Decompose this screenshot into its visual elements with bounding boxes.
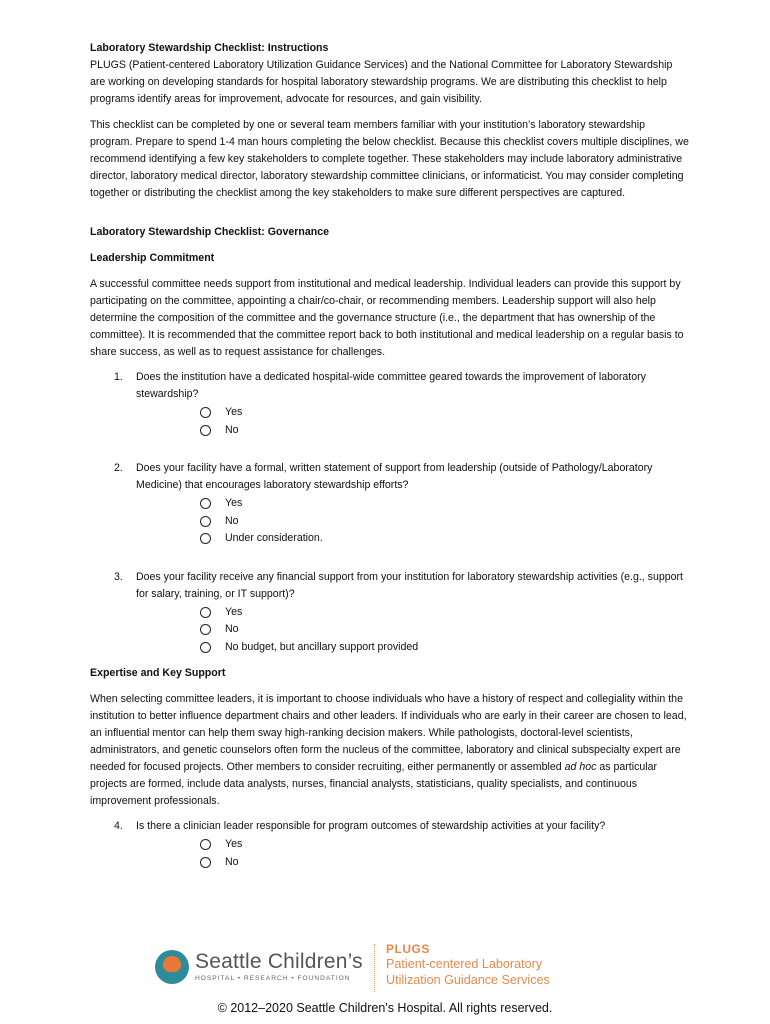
option-no[interactable] (200, 854, 690, 872)
expertise-text: When selecting committee leaders, it is important to choose individuals who have a history of respect and collegiality within the institution to better influence department chairs and other leaders. If individuals who are early in their career are chosen to lead, an influential mentor can help them sway high-ranking decision makers. While pathologists, doctoral-level scientists, administrators, and genetic counselors often form the nucleus of the committee, laboratory and clinical subspecialty expert are needed for focused projects. Other members to consider recruiting, either permanently or assembled ad hoc as particular projects are formed, include data analysts, nurses, financial analysts, statisticians, quality specialists, and continuous improvement professionals. (90, 693, 687, 807)
radio-button-icon[interactable] (200, 642, 211, 653)
plugs-line-2: Utilization Guidance Services (386, 973, 550, 987)
question-4 (90, 818, 690, 871)
option-label: Yes (225, 605, 243, 618)
expertise-heading: Expertise and Key Support (90, 667, 226, 679)
question-options (200, 836, 690, 871)
plugs-title: PLUGS (386, 942, 430, 956)
plugs-logo (386, 942, 550, 988)
logo-divider (374, 944, 375, 992)
option-label: Under consideration. (225, 532, 323, 545)
plugs-line-1: Patient-centered Laboratory (386, 957, 543, 971)
question-number: 1. (114, 371, 123, 383)
document-body (90, 40, 690, 871)
leadership-text: A successful committee needs support from institutional and medical leadership. Individual leaders can provide this support by participating on the committee, appointing a chair/co-chair, or recommending members. Leadership support will also help determine the composition of the committee and the governance structure (i.e., the department that has ownership of the committee). It is recommended that the committee report back to both institutional and medical leadership on a regular basis to share success, as well as to request assistance for challenges. (90, 278, 684, 358)
leadership-heading: Leadership Commitment (90, 252, 215, 264)
instructions-paragraph-2: This checklist can be completed by one or several team members familiar with your institution’s laboratory stewardship program. Prepare to spend 1-4 man hours completing the below checklist. Because this checklist covers multiple disciplines, we recommend identifying a few key stakeholders to complete together. These stakeholders may include laboratory administrative director, laboratory medical director, laboratory stewardship committee clinicians, or informaticist. You may consider completing together or distributing the checklist among the key stakeholders to make sure different perspectives are captured. (90, 119, 689, 199)
instructions-paragraph-1: PLUGS (Patient-centered Laboratory Utilization Guidance Services) and the National Committee for Laboratory Stewardship are working on developing standards for hospital laboratory stewardship programs. We are distributing this checklist to help programs identify areas for improvement, advocate for resources, and gain visibility. (90, 59, 673, 105)
footer-logos (155, 942, 625, 994)
option-yes[interactable] (200, 495, 690, 513)
radio-button-icon[interactable] (200, 839, 211, 850)
seattle-childrens-logo (155, 950, 363, 984)
option-label: No (225, 423, 239, 436)
radio-button-icon[interactable] (200, 857, 211, 868)
option-label: Yes (225, 497, 243, 510)
question-2 (90, 460, 690, 548)
option-no[interactable] (200, 422, 690, 440)
question-options (200, 604, 690, 657)
question-text: Is there a clinician leader responsible for program outcomes of stewardship activities at your facility? (136, 820, 606, 832)
radio-button-icon[interactable] (200, 624, 211, 635)
question-3 (90, 569, 690, 657)
question-text: Does your facility have a formal, written statement of support from leadership (outside of Pathology/Laboratory Medicine) that encourages laboratory stewardship efforts? (136, 462, 653, 491)
question-1 (90, 369, 690, 439)
radio-button-icon[interactable] (200, 533, 211, 544)
sc-logo-tagline: HOSPITAL • RESEARCH • FOUNDATION (195, 974, 351, 982)
copyright-notice: © 2012–2020 Seattle Children's Hospital. All rights reserved. (217, 1001, 553, 1015)
option-yes[interactable] (200, 404, 690, 422)
option-no[interactable] (200, 621, 690, 639)
option-label: No budget, but ancillary support provided (225, 640, 419, 653)
question-options (200, 495, 690, 548)
question-number: 4. (114, 820, 123, 832)
option-no[interactable] (200, 513, 690, 531)
radio-button-icon[interactable] (200, 407, 211, 418)
question-text: Does your facility receive any financial support from your institution for laboratory stewardship activities (e.g., support for salary, training, or IT support)? (136, 570, 684, 600)
option-label: Yes (225, 838, 243, 851)
whale-logo-icon (155, 950, 189, 984)
question-text: Does the institution have a dedicated hospital-wide committee geared towards the improvement of laboratory stewardship? (136, 371, 646, 400)
option-no-budget[interactable] (200, 639, 690, 657)
instructions-title: Laboratory Stewardship Checklist: Instructions (90, 42, 329, 54)
sc-logo-name: Seattle Children’s (195, 949, 363, 973)
question-number: 2. (114, 462, 123, 474)
option-label: No (225, 855, 239, 868)
option-yes[interactable] (200, 836, 690, 854)
option-under-consideration[interactable] (200, 530, 690, 548)
option-yes[interactable] (200, 604, 690, 622)
question-options (200, 404, 690, 439)
radio-button-icon[interactable] (200, 425, 211, 436)
option-label: No (225, 514, 239, 527)
radio-button-icon[interactable] (200, 498, 211, 509)
option-label: No (225, 623, 239, 636)
option-label: Yes (225, 406, 243, 419)
radio-button-icon[interactable] (200, 607, 211, 618)
governance-title: Laboratory Stewardship Checklist: Governance (90, 226, 330, 238)
radio-button-icon[interactable] (200, 516, 211, 527)
question-number: 3. (114, 570, 123, 583)
